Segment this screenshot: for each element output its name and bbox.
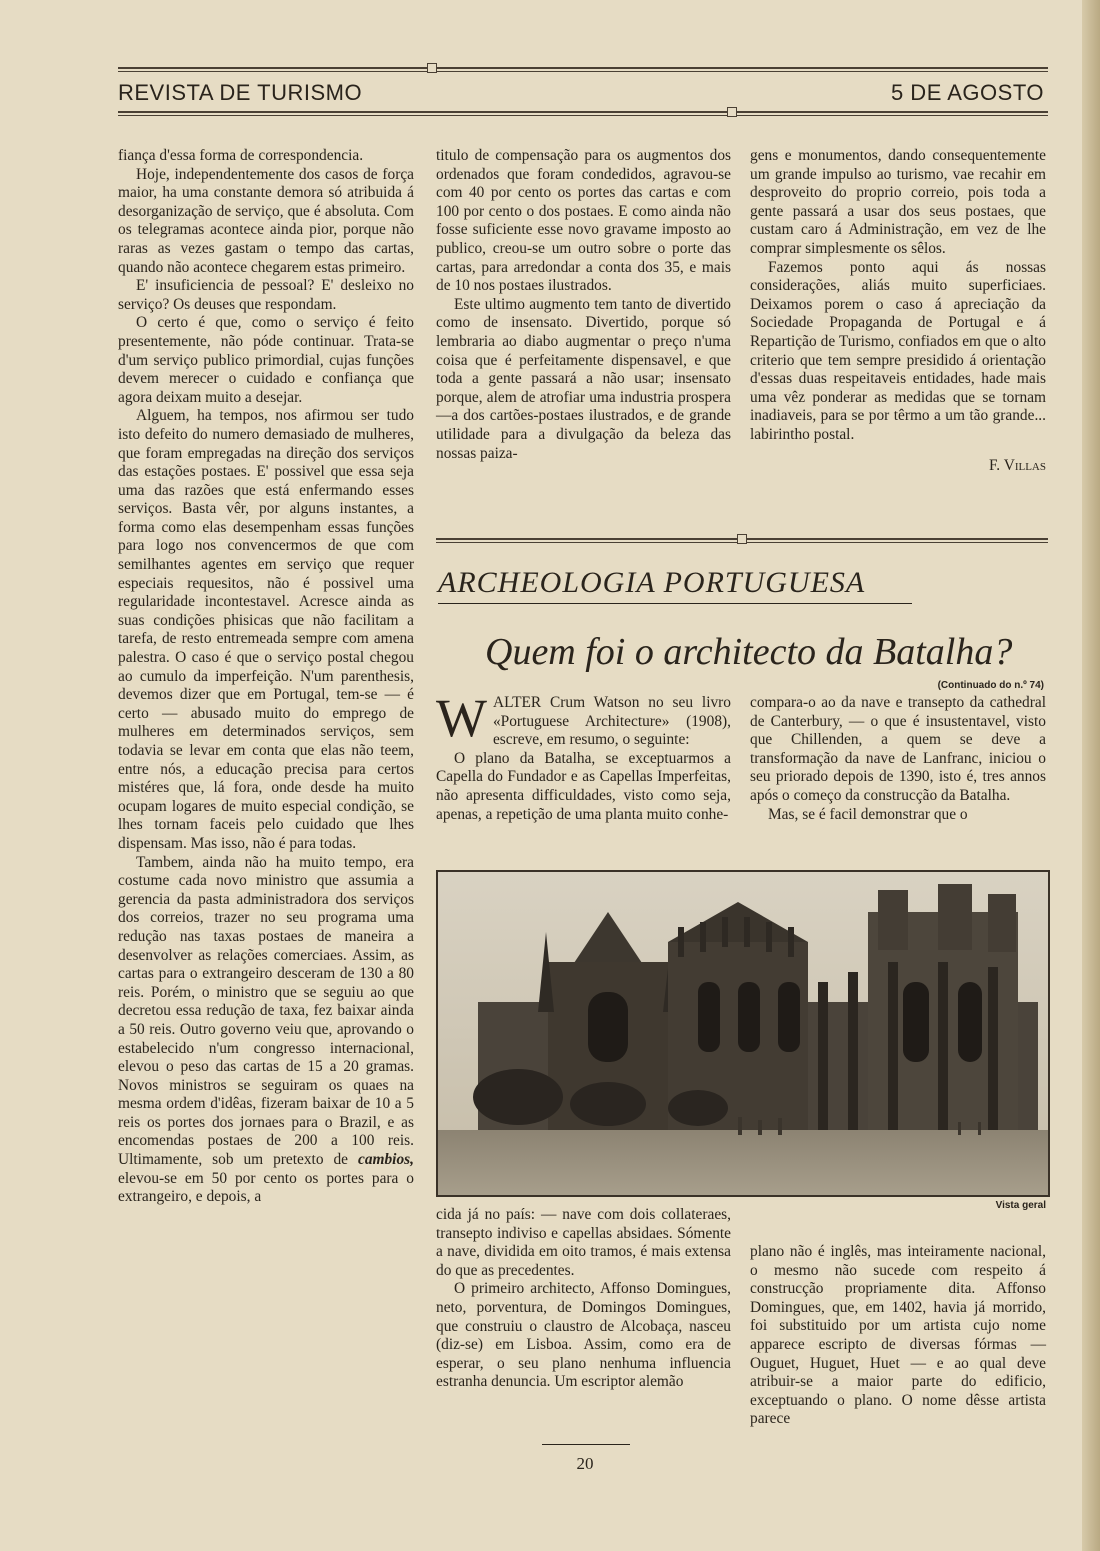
section-title-underline bbox=[438, 603, 912, 604]
article-right-column bbox=[750, 694, 1046, 824]
page-header-right: 5 DE AGOSTO bbox=[890, 80, 1044, 105]
header-rule-top bbox=[118, 67, 1048, 72]
article-lead-text: ALTER Crum Watson no seu livro «Portuguese Architecture» (1908), escreve, em resumo, o seguinte: bbox=[492, 694, 731, 749]
col3-paragraph: Fazemos ponto aqui ás nossas considerações, aliás muito superficiaes. Deixamos porem o caso á apreciação da Sociedade Propaganda de Portugal e á Repartição de Turismo, confiados em que o alto criterio que tem sempre presidido á orientação d'essas duas respeitaveis entidades, hade mais uma vêz ponderar as medidas que se tornam inadiaveis, para se por têrmo a um tão grande... labirintho postal. bbox=[750, 258, 1046, 443]
article-paragraph: O plano da Batalha, se exceptuarmos a Capella do Fundador e as Capellas Imperfeitas, não apresenta difficuldades, visto como seja, apenas, a repetição de uma planta muito conhe- bbox=[436, 749, 731, 823]
col2-paragraph: titulo de compensação para os augmentos dos ordenados que foram condedidos, agravou-se com 40 por cento os portes das cartas e com 100 por cento o dos postaes. E como ainda não fosse suficiente esse novo gravame imposto ao publico, creou-se um outro sobre o porte das cartas, para arredondar a conta dos 35, e mais de 10 nos postaes ilustrados. bbox=[436, 147, 731, 295]
article-title: Quem foi o architecto da Batalha? bbox=[485, 631, 1013, 673]
article-paragraph: compara-o ao da nave e transepto da cathedral de Canterbury, — o que é insustentavel, visto que Chillenden, a quem se deve a transformação da nave de Lanfranc, iniciou o seu priorado depois de 1390, isto é, tres annos após o começo da construcção da Batalha. bbox=[750, 694, 1046, 804]
header-ornament-2 bbox=[727, 107, 737, 117]
header-ornament bbox=[427, 63, 437, 73]
column-1 bbox=[118, 147, 414, 1207]
col3-paragraph: gens e monumentos, dando consequentemente um grande impulso ao turismo, vae recahir em desproveito do proprio correio, pois toda a gente passará a usar dos seus postaes, que custam caro á Administração, em vez de lhe comprar simplesmente os sêlos. bbox=[750, 147, 1046, 257]
article-lead-paragraph bbox=[436, 688, 731, 750]
article-paragraph: Mas, se é facil demonstrar que o bbox=[768, 805, 968, 823]
drop-cap: W bbox=[436, 688, 487, 748]
batalha-monastery-photo bbox=[436, 870, 1050, 1197]
article-paragraph: O primeiro architecto, Affonso Domingues, neto, porventura, de Domingos Domingues, que construiu o claustro de Alcobaça, nasceu (diz-se) em Lisboa. Assim, como era de esperar, o seu plano nenhuma influencia estranha denuncia. Um escriptor alemão bbox=[436, 1280, 731, 1391]
monastery-illustration bbox=[438, 872, 1048, 1195]
header-rule-bottom bbox=[118, 111, 1048, 116]
continuation-note: (Continuado do n.º 74) bbox=[937, 680, 1044, 691]
article-paragraph: cida já no país: — nave com dois collateraes, transepto indiviso e capellas absidaes. Sómente a nave, dividida em oito tramos, é mais extensa do que as precedentes. bbox=[436, 1206, 731, 1279]
column-2 bbox=[436, 147, 731, 463]
section-divider-ornament bbox=[737, 534, 747, 544]
col1-italic-word: cambios, bbox=[357, 1151, 414, 1169]
article-paragraph: plano não é inglês, mas inteiramente nacional, o mesmo não sucede com respeito á construcção propriamente dita. Affonso Domingues, que, em 1402, havia já morrido, foi substituido por um artista cujo nome apparece escripto de diversas fórmas — Ouguet, Huguet, Huet — e ao qual deve atribuir-se a maior parte do edificio, exceptuando o plano. O nome dêsse artista parece bbox=[750, 1243, 1046, 1428]
article-bottom-left-column bbox=[436, 1206, 731, 1392]
col1-paragraph: Hoje, independentemente dos casos de força maior, ha uma constante demora só atribuida á desorganização de serviço, que é absoluta. Com os telegramas acontece ainda pior, porque não raras as vezes gastam o tempo das cartas, quando não acontece chegarem estas primeiro. bbox=[118, 165, 414, 276]
col2-paragraph: Este ultimo augmento tem tanto de divertido como de insensato. Divertido, porque só lembraria ao diabo augmentar o preço n'uma coisa que é perfeitamente dispensavel, e que toda a gente passará a não usar; insensato porque, alem de atrofiar uma industria prospera—a dos cartões-postaes ilustrados, e de grande utilidade para a divulgação da beleza das nossas paiza- bbox=[436, 295, 731, 462]
col1-paragraph: E' insuficiencia de pessoal? E' desleixo no serviço? Os deuses que respondam. bbox=[118, 277, 414, 313]
article-bottom-right-column bbox=[750, 1243, 1046, 1429]
folio-rule bbox=[542, 1444, 630, 1445]
col1-paragraph: Alguem, ha tempos, nos afirmou ser tudo isto defeito do numero demasiado de mulheres, que foram empregadas na direção dos serviços das estações postaes. E' possivel que essa seja uma das razões que está enfermando esses serviços. Basta vêr, por alguns instantes, a forma como elas desempenham essas funções para logo nos convencermos de que com semilhantes agentes em serviço que requer especiais requesitos, não é possivel uma regularidade incontestavel. Acresce ainda as suas condições phisicas que não facilitam a tarefa, de resto entremeada sempre com amena palestra. O caso é que o serviço postal chegou ao cumulo da imperfeição. N'um parenthesis, devemos dizer que em Portugal, tem-se — é certo — abusado muito do emprego de mulheres em determinados serviços, sem todavia se levar em conta que elas não teem, entre nós, a educação precisa para certos mistéres que, lá fora, onde desde ha muito ocupam logares de muito especial condição, se lhes tornam faceis pelo cuidado que lhes dispensam. Mas isso, não é para todas. bbox=[118, 407, 414, 852]
photo-caption: Vista geral bbox=[995, 1200, 1046, 1211]
page-number: 20 bbox=[576, 1454, 594, 1473]
col1-paragraph: O certo é que, como o serviço é feito presentemente, não póde continuar. Trata-se d'um serviço publico primordial, cujas funções devem merecer o cuidado e confiança que agora deixam muito a desejar. bbox=[118, 314, 414, 406]
page-edge bbox=[1082, 0, 1100, 1551]
article-left-column bbox=[436, 688, 731, 824]
page-header-left: REVISTA DE TURISMO bbox=[118, 80, 363, 105]
column-3 bbox=[750, 147, 1046, 475]
col1-paragraph: fiança d'essa forma de correspondencia. bbox=[118, 147, 364, 164]
section-title: ARCHEOLOGIA PORTUGUESA bbox=[438, 566, 866, 599]
author-signature: F. Villas bbox=[988, 456, 1046, 474]
col1-paragraph-last bbox=[118, 854, 414, 1207]
col1-text: Tambem, ainda não ha muito tempo, era costume cada novo ministro que assumia a gerencia da pasta administradora dos serviços dos correios, trazer no seu programa uma redução nas taxas postaes de maneira a desenvolver as relações comerciaes. Assim, as cartas para o extrangeiro desceram de 130 a 80 reis. Porém, o ministro que se seguiu ao que decretou essa redução de taxa, fez baixar ainda a 50 reis. Outro governo veiu que, aprovando o estabelecido n'um congresso internacional, elevou o peso das cartas de 15 a 20 gramas. Novos ministros se seguiram os quaes na mesma ordem d'idêas, fizeram baixar de 10 a 5 reis os portes dos jornaes para o Brazil, e as encomendas postaes de 200 a 100 reis. Ultimamente, sob um pretexto de bbox=[118, 853, 414, 1169]
col1-tail: elevou-se em 50 por cento os portes para o extrangeiro, e depois, a bbox=[118, 1169, 414, 1206]
